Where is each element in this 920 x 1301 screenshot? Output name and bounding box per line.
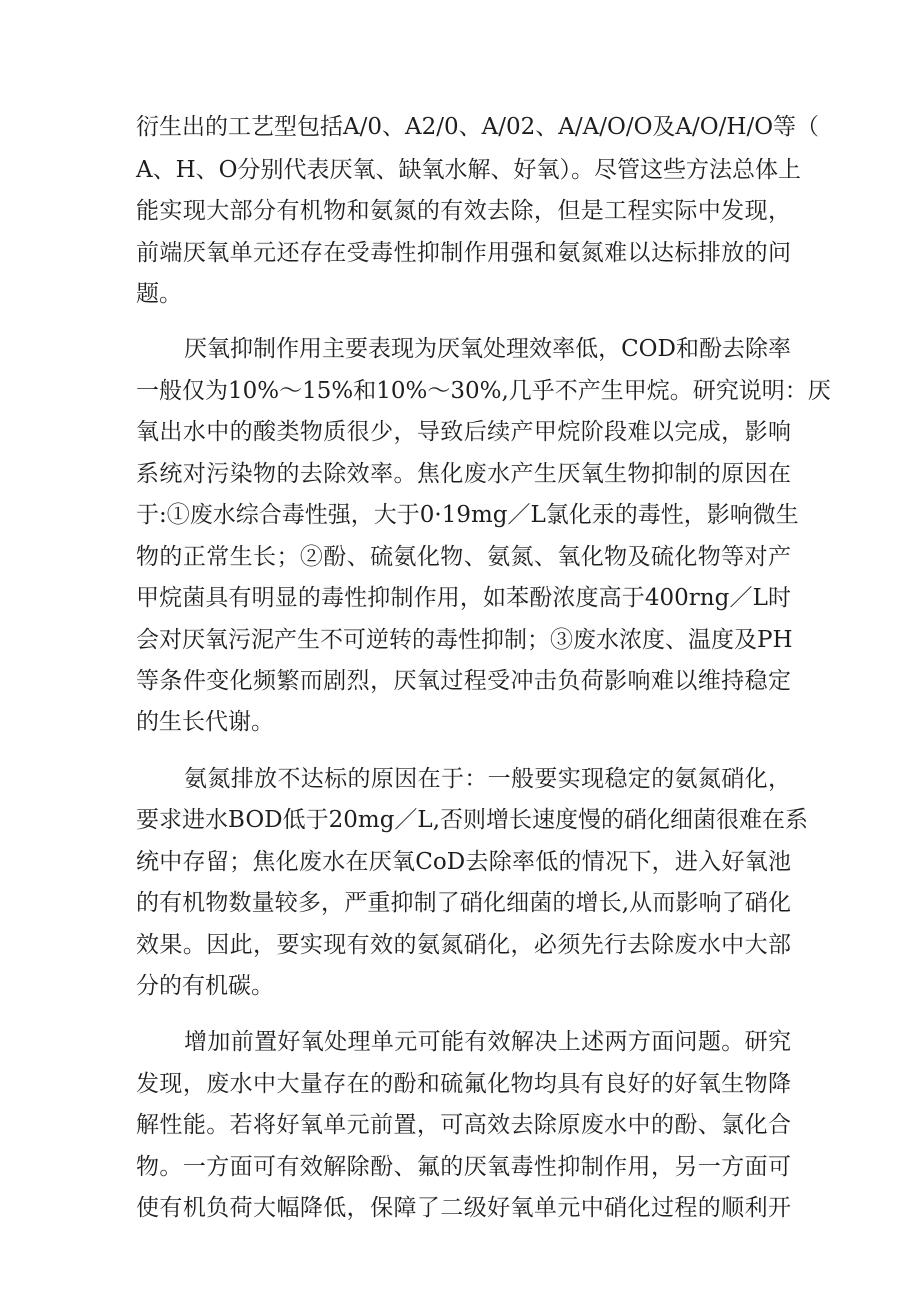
text-line: 衍生出的工艺型包括A/0、A2/0、A/02、A/A/O/O及A/O/H/O等（ xyxy=(136,114,820,140)
text-line: 的有机物数量较多，严重抑制了硝化细菌的增长,从而影响了硝化 xyxy=(136,890,791,916)
text-line: 一般仅为10%～15%和10%～30%,几乎不产生甲烷。研究说明：厌 xyxy=(136,378,831,404)
text-line: 题。 xyxy=(136,281,182,307)
text-line: 系统对污染物的去除效率。焦化废水产生厌氧生物抑制的原因在 xyxy=(136,461,791,487)
text-line: 使有机负荷大幅降低，保障了二级好氧单元中硝化过程的顺利开 xyxy=(136,1195,791,1221)
text-line: 于:①废水综合毒性强，大于0·19mg／L氯化汞的毒性，影响微生 xyxy=(136,502,799,528)
text-line: A、H、O分别代表厌氧、缺氧水解、好氧）。尽管这些方法总体上 xyxy=(136,157,802,183)
text-line: 发现，废水中大量存在的酚和硫氟化物均具有良好的好氧生物降 xyxy=(136,1071,791,1097)
text-line: 解性能。若将好氧单元前置，可高效去除原废水中的酚、氯化合 xyxy=(136,1112,791,1138)
text-line: 的生长代谢。 xyxy=(136,709,274,735)
text-line: 要求进水BOD低于20mg／L,否则增长速度慢的硝化细菌很难在系 xyxy=(136,807,809,833)
text-line: 会对厌氧污泥产生不可逆转的毒性抑制；③废水浓度、温度及PH xyxy=(136,627,793,653)
text-line: 增加前置好氧处理单元可能有效解决上述两方面问题。研究 xyxy=(184,1029,791,1055)
text-line: 分的有机碳。 xyxy=(136,973,274,999)
text-line: 能实现大部分有机物和氨氮的有效去除，但是工程实际中发现， xyxy=(136,198,791,224)
text-line: 氧出水中的酸类物质很少，导致后续产甲烷阶段难以完成，影响 xyxy=(136,419,791,445)
text-line: 厌氧抑制作用主要表现为厌氧处理效率低，COD和酚去除率 xyxy=(184,336,791,362)
text-line: 前端厌氧单元还存在受毒性抑制作用强和氨氮难以达标排放的问 xyxy=(136,240,791,266)
text-line: 物。一方面可有效解除酚、氟的厌氧毒性抑制作用，另一方面可 xyxy=(136,1154,791,1180)
text-line: 等条件变化频繁而剧烈，厌氧过程受冲击负荷影响难以维持稳定 xyxy=(136,668,791,694)
text-line: 甲烷菌具有明显的毒性抑制作用，如苯酚浓度高于400rng／L时 xyxy=(136,585,791,611)
text-line: 氨氮排放不达标的原因在于：一般要实现稳定的氨氮硝化， xyxy=(184,766,791,792)
text-line: 效果。因此，要实现有效的氨氮硝化，必须先行去除废水中大部 xyxy=(136,932,791,958)
text-line: 统中存留；焦化废水在厌氧CoD去除率低的情况下，进入好氧池 xyxy=(136,849,791,875)
text-line: 物的正常生长；②酚、硫氨化物、氨氮、氧化物及硫化物等对产 xyxy=(136,544,791,570)
